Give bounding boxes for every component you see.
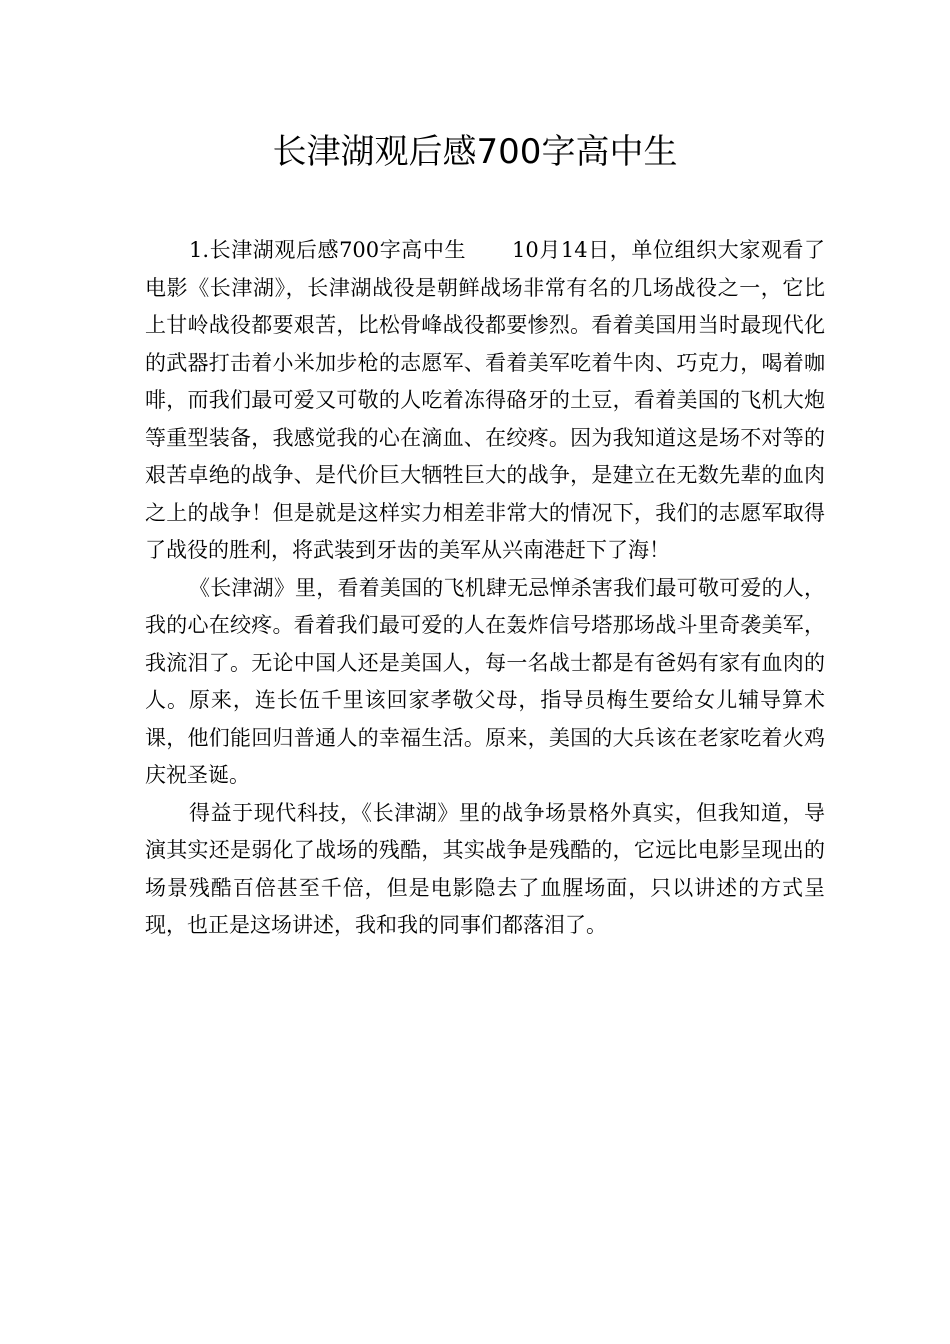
paragraph-1-text: 10月14日，单位组织大家观看了电影《长津湖》，长津湖战役是朝鲜战场非常有名的几场战役之一，它比上甘岭战役都要艰苦，比松骨峰战役都要惨烈。看着美国用当时最现代化的武器打击着小米加步枪的志愿军、看着美军吃着牛肉、巧克力，喝着咖啡，而我们最可爱又可敬的人吃着冻得硌牙的土豆，看着美国的飞机大炮等重型装备，我感觉我的心在滴血、在绞疼。因为我知道这是场不对等的艰苦卓绝的战争、是代价巨大牺牲巨大的战争，是建立在无数先辈的血肉之上的战争！但是就是这样实力相差非常大的情况下，我们的志愿军取得了战役的胜利，将武装到牙齿的美军从兴南港赶下了海！ <box>145 238 825 562</box>
paragraph-1-heading: 1.长津湖观后感700字高中生 <box>189 238 467 262</box>
paragraph-3: 得益于现代科技，《长津湖》里的战争场景格外真实，但我知道，导演其实还是弱化了战场的残酷，其实战争是残酷的，它远比电影呈现出的场景残酷百倍甚至千倍，但是电影隐去了血腥场面，只以讲述的方式呈现，也正是这场讲述，我和我的同事们都落泪了。 <box>145 800 825 937</box>
document-body <box>145 232 825 945</box>
paragraph-1 <box>145 232 825 570</box>
paragraph-2: 《长津湖》里，看着美国的飞机肆无忌惮杀害我们最可敬可爱的人，我的心在绞疼。看着我们最可爱的人在轰炸信号塔那场战斗里奇袭美军，我流泪了。无论中国人还是美国人，每一名战士都是有爸妈有家有血肉的人。原来，连长伍千里该回家孝敬父母，指导员梅生要给女儿辅导算术课，他们能回归普通人的幸福生活。原来，美国的大兵该在老家吃着火鸡庆祝圣诞。 <box>145 575 825 787</box>
document-title: 长津湖观后感700字高中生 <box>272 132 678 172</box>
